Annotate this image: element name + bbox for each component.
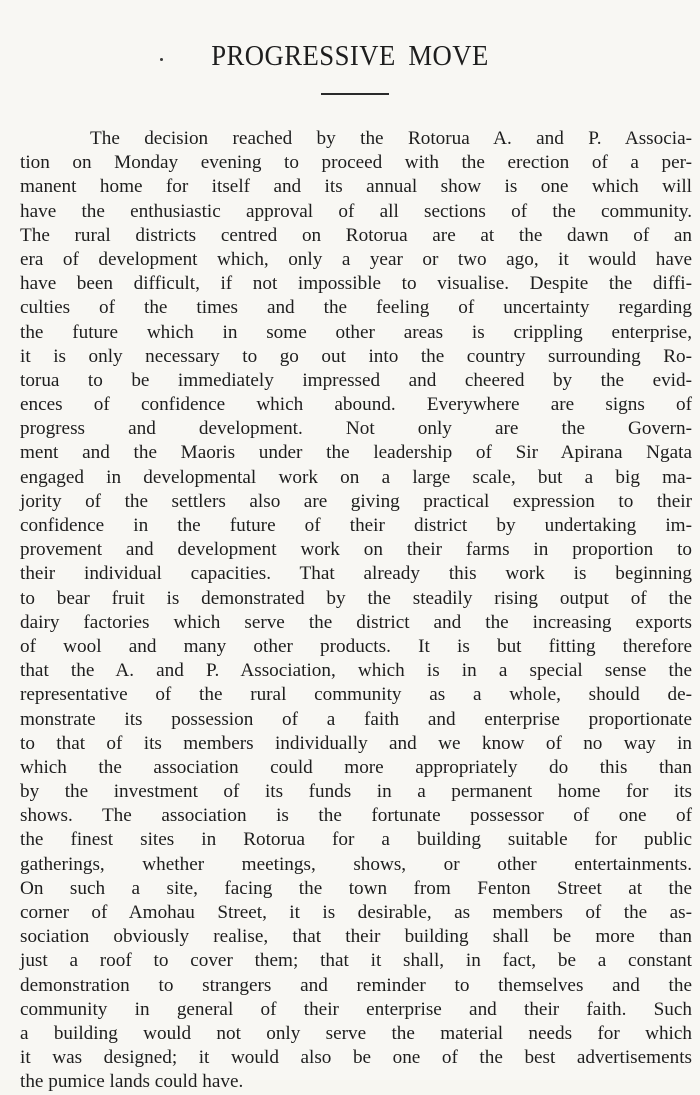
article-line: tion on Monday evening to proceed with the erection of a per-: [20, 152, 692, 174]
article-line: manent home for itself and its annual show is one which will: [20, 176, 692, 198]
article-body: [20, 127, 692, 1095]
article-line: torua to be immediately impressed and cheered by the evid-: [20, 369, 692, 391]
article-line: shows. The association is the fortunate possessor of one of: [20, 805, 692, 827]
article-line: The decision reached by the Rotorua A. and P. Associa-: [90, 128, 692, 149]
article-line: era of development which, only a year or two ago, it would have: [20, 248, 692, 270]
article-line: provement and development work on their farms in proportion to: [20, 539, 692, 561]
article-line: the pumice lands could have.: [20, 1071, 244, 1093]
article-title: PROGRESSIVE MOVE: [211, 40, 489, 72]
article-line: ment and the Maoris under the leadership of Sir Apirana Ngata: [20, 442, 692, 464]
article-line: representative of the rural community as a whole, should de-: [20, 684, 692, 706]
article-line: a building would not only serve the material needs for which: [20, 1022, 692, 1044]
article-line: jority of the settlers also are giving practical expression to their: [20, 490, 692, 512]
article-line: have been difficult, if not impossible to visualise. Despite the diffi-: [20, 273, 692, 295]
article-line: The rural districts centred on Rotorua are at the dawn of an: [20, 224, 692, 246]
article-line: corner of Amohau Street, it is desirable, as members of the as-: [20, 902, 692, 923]
article-line: ences of confidence which abound. Everywhere are signs of: [20, 394, 692, 416]
article-line: progress and development. Not only are the Govern-: [20, 418, 692, 440]
article-line: to that of its members individually and we know of no way in: [20, 732, 692, 754]
article-line: demonstration to strangers and reminder to themselves and the: [20, 974, 692, 996]
article-line: just a roof to cover them; that it shall, in fact, be a constant: [20, 950, 692, 972]
article-line: to bear fruit is demonstrated by the steadily rising output of the: [20, 587, 692, 609]
article-line: it is only necessary to go out into the country surrounding Ro-: [20, 345, 692, 367]
article-line: culties of the times and the feeling of uncertainty regarding: [20, 297, 692, 319]
article-line: dairy factories which serve the district and the increasing exports: [20, 611, 692, 633]
article-line: that the A. and P. Association, which is in a special sense the: [20, 660, 692, 682]
article-line: the future which in some other areas is crippling enterprise,: [20, 321, 692, 343]
article-line: it was designed; it would also be one of the best advertisements: [20, 1047, 692, 1069]
article-line: monstrate its possession of a faith and enterprise proportionate: [20, 708, 692, 730]
article-line: of wool and many other products. It is but fitting therefore: [20, 635, 692, 657]
article-line: their individual capacities. That already this work is beginning: [20, 563, 692, 585]
title-underline-rule: [321, 93, 389, 95]
article-line: by the investment of its funds in a permanent home for its: [20, 781, 692, 803]
article-line: confidence in the future of their district by undertaking im-: [20, 515, 692, 536]
article-line: engaged in developmental work on a large scale, but a big ma-: [20, 466, 692, 488]
article-line: which the association could more appropriately do this than: [20, 756, 692, 778]
article-line: community in general of their enterprise and their faith. Such: [20, 998, 692, 1020]
article-line: the finest sites in Rotorua for a building suitable for public: [20, 829, 692, 851]
article-line: have the enthusiastic approval of all sections of the community.: [20, 200, 692, 222]
article-line: sociation obviously realise, that their building shall be more than: [20, 926, 692, 948]
article-line: On such a site, facing the town from Fenton Street at the: [20, 877, 692, 899]
article-line: gatherings, whether meetings, shows, or other entertainments.: [20, 853, 692, 875]
